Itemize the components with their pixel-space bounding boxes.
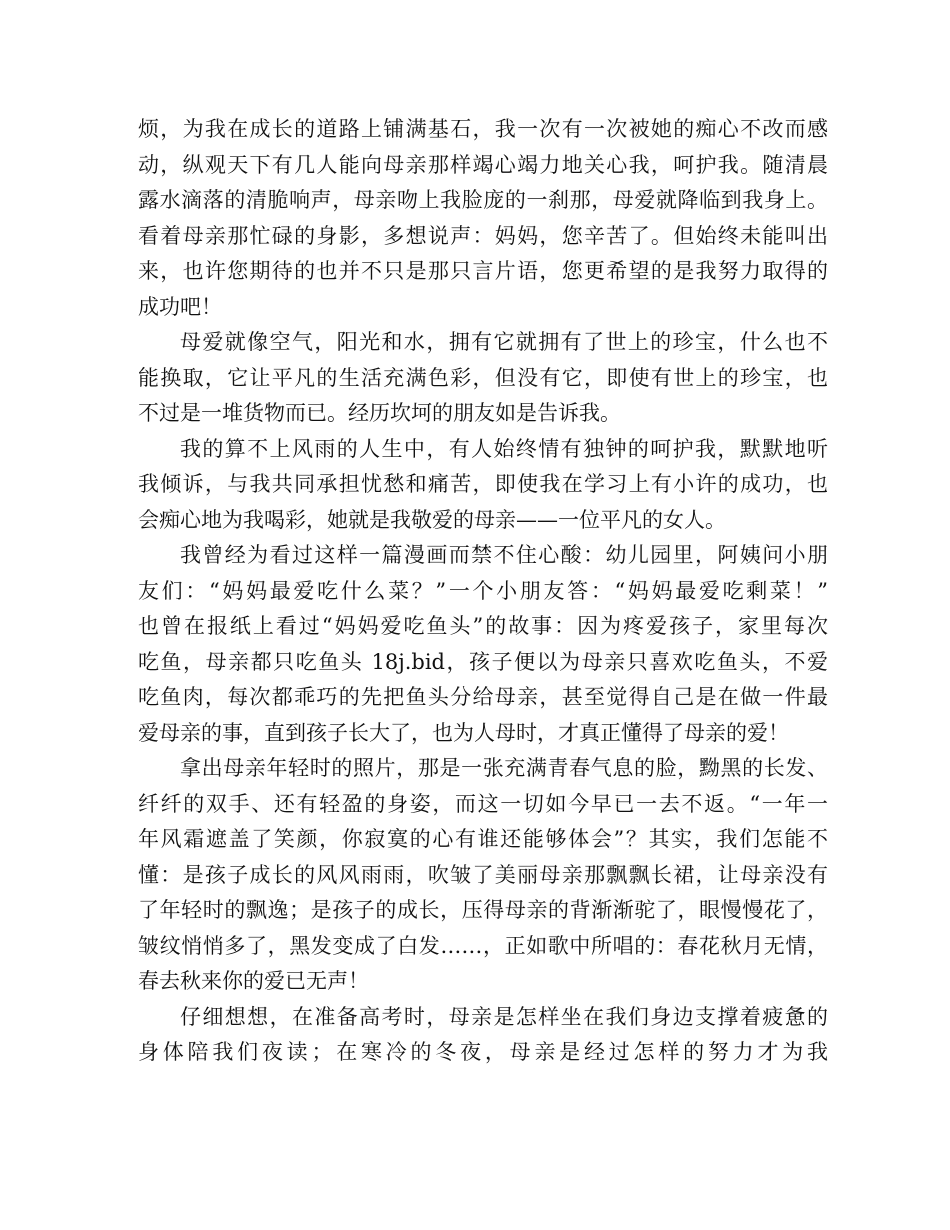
- text-line: 动，纵观天下有几人能向母亲那样竭心竭力地关心我，呵护我。随清晨: [138, 152, 828, 177]
- text-line: 也曾在报纸上看过“妈妈爱吃鱼头”的故事：因为疼爱孩子，家里每次: [138, 614, 828, 638]
- text-line: 拿出母亲年轻时的照片，那是一张充满青春气息的脸，黝黑的长发、: [180, 756, 828, 780]
- paragraph: [138, 538, 828, 751]
- text-line: 看着母亲那忙碌的身影，多想说声：妈妈，您辛苦了。但始终未能叫出: [138, 223, 828, 248]
- text-line: 露水滴落的清脆响声，母亲吻上我脸庞的一刹那，母爱就降临到我身上。: [138, 188, 828, 212]
- text-line: 我曾经为看过这样一篇漫画而禁不住心酸：幼儿园里，阿姨问小朋: [180, 543, 828, 567]
- text-line: 懂：是孩子成长的风风雨雨，吹皱了美丽母亲那飘飘长裙，让母亲没有: [138, 862, 828, 887]
- text-line: 了年轻时的飘逸；是孩子的成长，压得母亲的背渐渐驼了，眼慢慢花了，: [138, 898, 828, 922]
- text-line: 年风霜遮盖了笑颜，你寂寞的心有谁还能够体会”？其实，我们怎能不: [138, 827, 828, 851]
- text-line: 吃鱼，母亲都只吃鱼头 18j.bid，孩子便以为母亲只喜欢吃鱼头，不爱: [138, 649, 828, 674]
- paragraph: [138, 1000, 828, 1071]
- text-line: 吃鱼肉，每次都乖巧的先把鱼头分给母亲，甚至觉得自己是在做一件最: [138, 685, 828, 709]
- text-line: 烦，为我在成长的道路上铺满基石，我一次有一次被她的痴心不改而感: [138, 117, 828, 141]
- text-line: 身体陪我们夜读；在寒冷的冬夜，母亲是经过怎样的努力才为我: [138, 1040, 828, 1064]
- text-line: 春去秋来你的爱已无声！: [138, 969, 369, 993]
- text-line: 仔细想想，在准备高考时，母亲是怎样坐在我们身边支撑着疲惫的: [180, 1004, 828, 1029]
- text-line: 来，也许您期待的也并不只是那只言片语，您更希望的是我努力取得的: [138, 259, 828, 283]
- paragraph: [138, 751, 828, 1000]
- paragraph: [138, 325, 828, 432]
- paragraph: [138, 112, 828, 325]
- text-line: 会痴心地为我喝彩，她就是我敬爱的母亲——一位平凡的女人。: [138, 507, 726, 532]
- text-line: 友们：“妈妈最爱吃什么菜？”一个小朋友答：“妈妈最爱吃剩菜！”: [138, 578, 828, 603]
- text-line: 纤纤的双手、还有轻盈的身姿，而这一切如今早已一去不返。“一年一: [138, 791, 828, 816]
- text-line: 我倾诉，与我共同承担忧愁和痛苦，即使我在学习上有小许的成功，也: [138, 472, 828, 496]
- text-line: 不过是一堆货物而已。经历坎坷的朋友如是告诉我。: [138, 401, 621, 425]
- text-line: 母爱就像空气，阳光和水，拥有它就拥有了世上的珍宝，什么也不: [180, 330, 828, 354]
- document-body: [138, 112, 828, 1071]
- text-line: 皱纹悄悄多了，黑发变成了白发……，正如歌中所唱的：春花秋月无情，: [138, 933, 828, 958]
- paragraph: [138, 432, 828, 539]
- text-line: 成功吧！: [138, 294, 222, 319]
- text-line: 爱母亲的事，直到孩子长大了，也为人母时，才真正懂得了母亲的爱！: [138, 720, 789, 745]
- text-line: 我的算不上风雨的人生中，有人始终情有独钟的呵护我，默默地听: [180, 436, 828, 461]
- text-line: 能换取，它让平凡的生活充满色彩，但没有它，即使有世上的珍宝，也: [138, 365, 828, 390]
